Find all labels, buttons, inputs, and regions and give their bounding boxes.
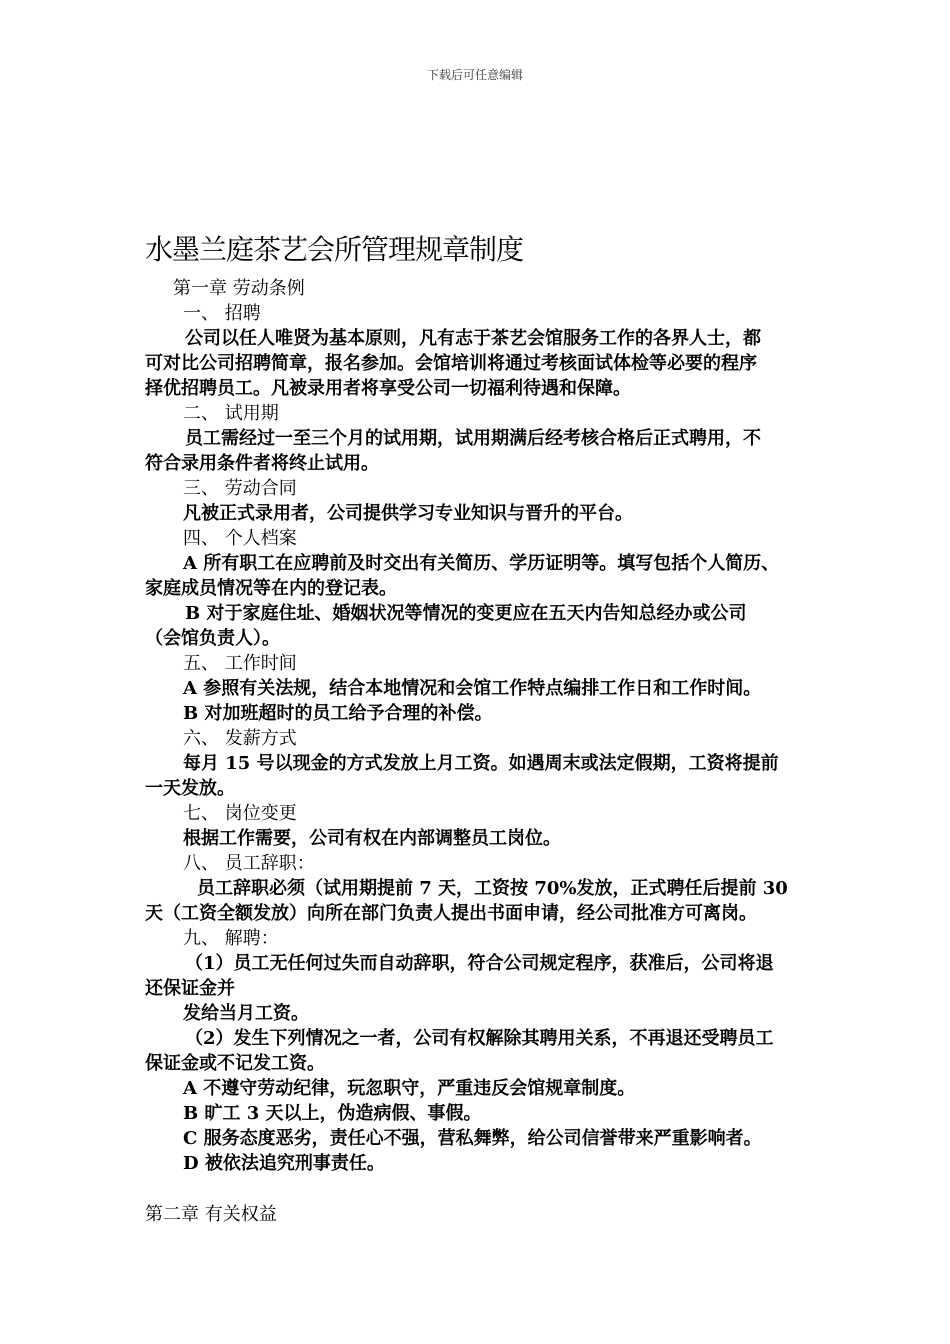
paragraph-line: C 服务态度恶劣，责任心不强，营私舞弊，给公司信誉带来严重影响者。 — [183, 1128, 762, 1149]
paragraph-line: 根据工作需要，公司有权在内部调整员工岗位。 — [183, 828, 561, 849]
document-body — [145, 228, 825, 1227]
section-heading: 八、 员工辞职： — [183, 853, 315, 874]
paragraph-line: 天（工资全额发放）向所在部门负责人提出书面申请，经公司批准方可离岗。 — [145, 903, 757, 924]
paragraph-line: （2）发生下列情况之一者，公司有权解除其聘用关系，不再退还受聘员工 — [185, 1028, 774, 1049]
section-heading: 九、 解聘： — [183, 928, 279, 949]
paragraph-line: B 旷工 3 天以上，伪造病假、事假。 — [183, 1103, 482, 1124]
chapter-heading: 第一章 劳动条例 — [173, 278, 305, 299]
section-heading: 五、 工作时间 — [183, 653, 297, 674]
paragraph-line: 一天发放。 — [145, 778, 235, 799]
document-title: 水墨兰庭茶艺会所管理规章制度 — [145, 233, 524, 266]
section-heading: 六、 发薪方式 — [183, 728, 297, 749]
paragraph-line: 每月 15 号以现金的方式发放上月工资。如遇周末或法定假期，工资将提前 — [183, 753, 779, 774]
section-heading: 一、 招聘 — [183, 303, 261, 324]
paragraph-line: 凡被正式录用者，公司提供学习专业知识与晋升的平台。 — [183, 503, 633, 524]
section-heading: 二、 试用期 — [183, 403, 279, 424]
section-heading: 四、 个人档案 — [183, 528, 297, 549]
paragraph-line: 公司以任人唯贤为基本原则，凡有志于茶艺会馆服务工作的各界人士，都 — [185, 328, 761, 349]
paragraph-line: 择优招聘员工。凡被录用者将享受公司一切福利待遇和保障。 — [145, 378, 631, 399]
header-note: 下载后可任意编辑 — [426, 68, 523, 82]
section-heading: 三、 劳动合同 — [183, 478, 297, 499]
paragraph-line: A 所有职工在应聘前及时交出有关简历、学历证明等。填写包括个人简历、 — [183, 553, 780, 574]
section-heading: 七、 岗位变更 — [183, 803, 297, 824]
paragraph-line: 可对比公司招聘简章，报名参加。会馆培训将通过考核面试体检等必要的程序 — [145, 353, 757, 374]
paragraph-line: B 对于家庭住址、婚姻状况等情况的变更应在五天内告知总经办或公司 — [185, 603, 747, 624]
paragraph-line: 发给当月工资。 — [183, 1003, 309, 1024]
paragraph-line: 员工辞职必须（试用期提前 7 天，工资按 70%发放，正式聘任后提前 30 — [197, 878, 788, 899]
paragraph-line: 还保证金并 — [145, 978, 235, 999]
paragraph-line: B 对加班超时的员工给予合理的补偿。 — [183, 703, 493, 724]
paragraph-line: A 不遵守劳动纪律，玩忽职守，严重违反会馆规章制度。 — [183, 1078, 636, 1099]
paragraph-line: 符合录用条件者将终止试用。 — [145, 453, 379, 474]
chapter-heading: 第二章 有关权益 — [145, 1204, 277, 1225]
paragraph-line: D 被依法追究刑事责任。 — [183, 1153, 385, 1174]
paragraph-line: A 参照有关法规，结合本地情况和会馆工作特点编排工作日和工作时间。 — [183, 678, 762, 699]
paragraph-line: （会馆负责人）。 — [145, 628, 280, 649]
paragraph-line: 员工需经过一至三个月的试用期，试用期满后经考核合格后正式聘用，不 — [185, 428, 761, 449]
paragraph-line: （1）员工无任何过失而自动辞职，符合公司规定程序，获准后，公司将退 — [185, 953, 774, 974]
paragraph-line: 保证金或不记发工资。 — [145, 1053, 325, 1074]
paragraph-line: 家庭成员情况等在内的登记表。 — [145, 578, 397, 599]
